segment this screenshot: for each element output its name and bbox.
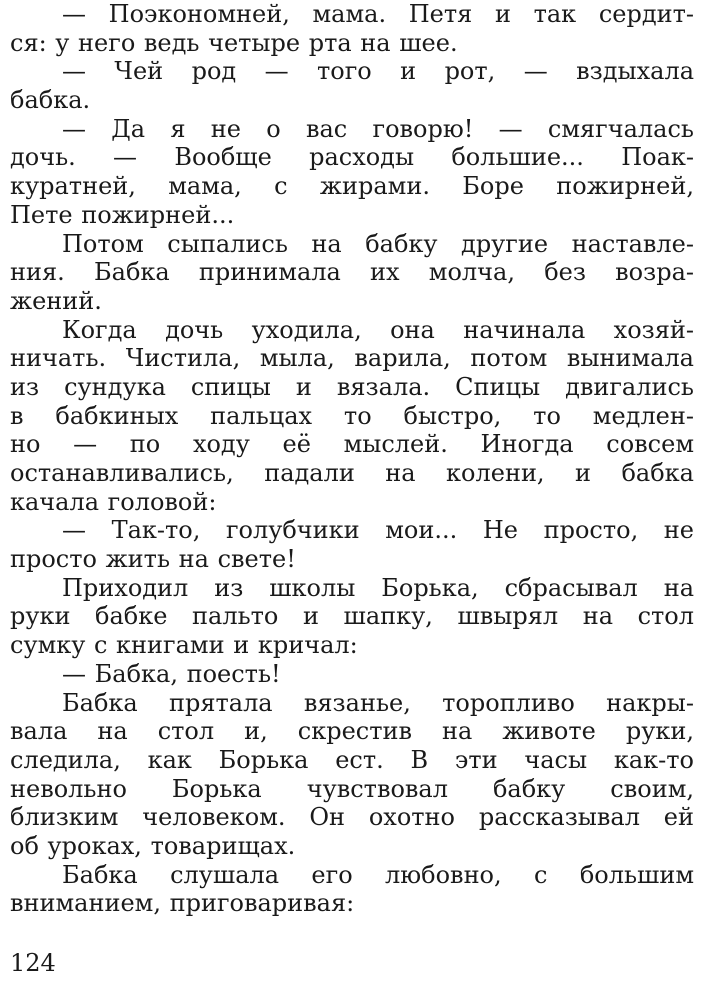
text-line: ния. Бабка принимала их молча, без возра- (10, 258, 694, 287)
text-line: Пете пожирней... (10, 200, 235, 229)
text-line: об уроках, товарищах. (10, 831, 296, 860)
text-line: — Чей род — того и рот, — вздыхала (62, 57, 694, 86)
text-line: руки бабке пальто и шапку, швырял на стол (10, 602, 694, 631)
text-line: но — по ходу её мыслей. Иногда совсем (10, 430, 694, 459)
text-line: останавливались, падали на колени, и бабка (10, 459, 694, 487)
text-line: — Так-то, голубчики мои... Не просто, не (62, 516, 694, 545)
text-line: сумку с книгами и кричал: (10, 631, 358, 660)
text-line: Приходил из школы Борька, сбрасывал на (62, 573, 694, 602)
text-line: близким человеком. Он охотно рассказывал ей (10, 803, 694, 832)
text-line: в бабкиных пальцах то быстро, то медлен- (10, 401, 694, 430)
text-line: из сундука спицы и вязала. Спицы двигались (10, 372, 694, 401)
text-line: ся: у него ведь четыре рта на шее. (10, 28, 458, 57)
text-line: — Поэкономней, мама. Петя и так сердит- (62, 0, 694, 28)
text-line: Бабка прятала вязанье, торопливо накры- (62, 688, 694, 717)
text-line: качала головой: (10, 487, 217, 516)
text-line: куратней, мама, с жирами. Боре пожирней, (10, 172, 694, 201)
body-text (10, 0, 694, 918)
text-line: вала на стол и, скрестив на животе руки, (10, 717, 694, 746)
text-line: Когда дочь уходила, она начинала хозяй- (62, 315, 694, 344)
text-line: дочь. — Вообще расходы большие... Поак- (10, 143, 694, 172)
text-line: Потом сыпались на бабку другие наставле- (62, 229, 694, 258)
text-line: ничать. Чистила, мыла, варила, потом вынимала (10, 344, 694, 373)
text-line: просто жить на свете! (10, 545, 296, 574)
page-number: 124 (10, 949, 56, 977)
text-line: — Бабка, поесть! (62, 659, 281, 688)
text-line: невольно Борька чувствовал бабку своим, (10, 774, 694, 803)
text-line: Бабка слушала его любовно, с большим (62, 860, 694, 889)
text-line: бабка. (10, 86, 91, 115)
text-line: — Да я не о вас говорю! — смягчалась (62, 114, 694, 143)
text-line: следила, как Борька ест. В эти часы как-то (10, 745, 694, 774)
text-line: вниманием, приговаривая: (10, 889, 355, 918)
text-line: жений. (10, 286, 102, 315)
book-page (10, 0, 694, 985)
